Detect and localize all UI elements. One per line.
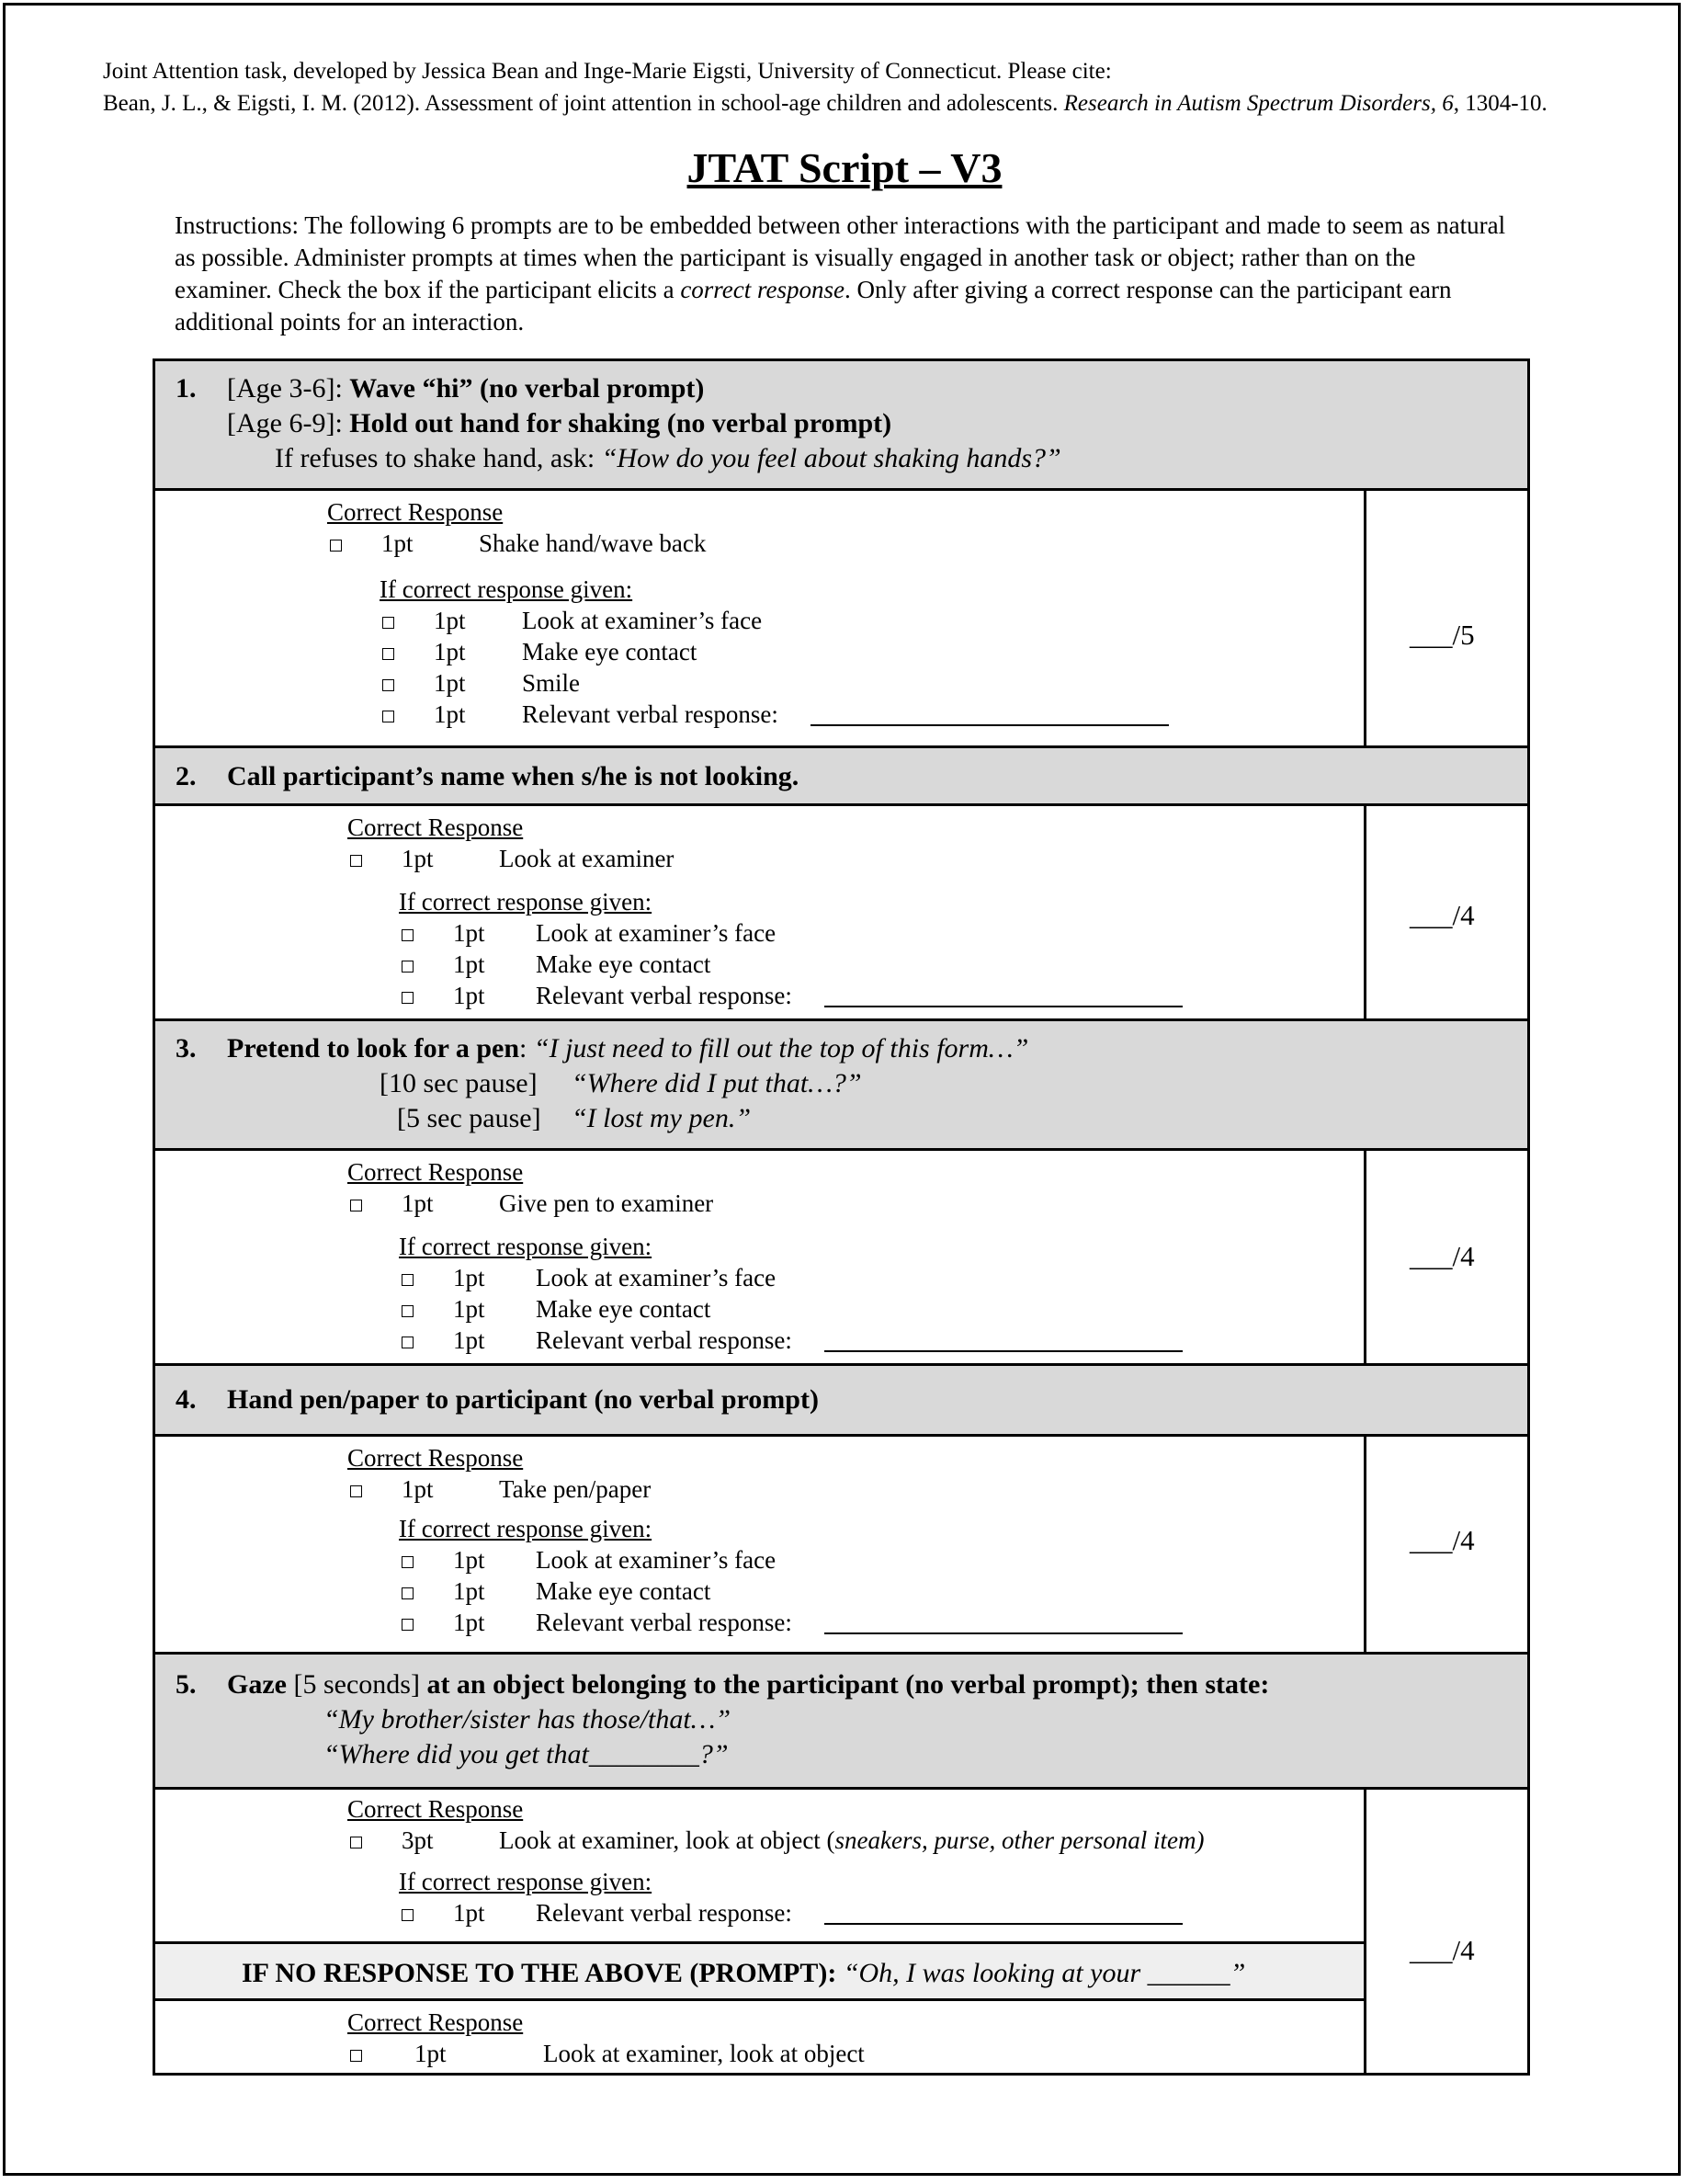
- item-1-score-cell: [1364, 488, 1530, 748]
- checkbox[interactable]: [402, 1556, 414, 1568]
- item-3-verbal: 1pt Relevant verbal response:: [402, 1325, 414, 1357]
- item-5-header: 5. Gaze [5 seconds] at an object belonging to the participant (no verbal prompt); then state: “My brother/sister has those/that…” “Where did you get that________?”: [153, 1652, 1530, 1790]
- item-2-prompt: Call participant’s name when s/he is not looking.: [227, 761, 799, 791]
- item-5-quote-1: “My brother/sister has those/that…”: [323, 1704, 731, 1735]
- correct-response-heading: Correct Response: [327, 498, 504, 526]
- item-3-eye: 1pt Make eye contact: [402, 1293, 414, 1325]
- item-5-prompt: Gaze [5 seconds] at an object belonging to the participant (no verbal prompt); then state:: [227, 1669, 1270, 1700]
- item-5-verbal: 1pt Relevant verbal response:: [402, 1897, 414, 1929]
- item-3-main-response: 1pt Give pen to examiner: [350, 1188, 362, 1220]
- citation-line-1: Joint Attention task, developed by Jessica Bean and Inge-Marie Eigsti, University of Connecticut. Please cite:: [103, 59, 1112, 84]
- item-1-responses: [153, 488, 1366, 748]
- item-5-no-response-responses: [153, 1998, 1366, 2076]
- item-2-header: 2. Call participant’s name when s/he is not looking.: [153, 745, 1530, 806]
- item-4-header: 4. Hand pen/paper to participant (no verbal prompt): [153, 1363, 1530, 1437]
- item-1-refuse-prompt: If refuses to shake hand, ask: “How do you feel about shaking hands?”: [275, 443, 1061, 473]
- if-correct-heading: If correct response given:: [399, 1233, 652, 1260]
- if-correct-heading: If correct response given:: [380, 575, 633, 603]
- correct-response-heading: Correct Response: [347, 813, 524, 841]
- item-1-age-6-9: [Age 6-9]: Hold out hand for shaking (no verbal prompt): [227, 408, 892, 438]
- checkbox[interactable]: [402, 1909, 414, 1921]
- correct-response-heading: Correct Response: [347, 1444, 524, 1472]
- page-title: JTAT Script – V3: [686, 144, 1003, 191]
- item-1-header: 1. [Age 3-6]: Wave “hi” (no verbal prompt) [Age 6-9]: Hold out hand for shaking (no verbal prompt) If refuses to shake hand, ask: “How do you feel about shaking hands?”: [153, 358, 1530, 491]
- checkbox[interactable]: [402, 961, 414, 973]
- item-3-header: 3. Pretend to look for a pen: “I just need to fill out the top of this form…” [10 sec pause] “Where did I put that…?” [5 sec pause] “I lost my pen.”: [153, 1018, 1530, 1151]
- item-3-pause-5: [5 sec pause]: [397, 1103, 541, 1133]
- instructions: Instructions: The following 6 prompts are to be embedded between other interactions with the participant and made to seem as natural as possible. Administer prompts at times when the participant is visually engaged in another task or object; rather than on the examiner. Check the box if the participant elicits a correct response. Only after giving a correct response can the participant earn additional points for an interaction.: [175, 211, 1506, 336]
- item-3-prompt-2: “Where did I put that…?”: [572, 1068, 862, 1098]
- item-4-score-cell: [1364, 1434, 1530, 1655]
- item-2-verbal: 1pt Relevant verbal response:: [402, 980, 414, 1012]
- item-4-score[interactable]: ___/4: [1410, 1524, 1475, 1556]
- item-2-score-cell: [1364, 803, 1530, 1021]
- item-2-face: 1pt Look at examiner’s face: [402, 917, 414, 950]
- item-3-pause-10: [10 sec pause]: [380, 1068, 538, 1098]
- checkbox[interactable]: [402, 1305, 414, 1317]
- citation-line-2: [103, 87, 1547, 119]
- item-1-age-3-6: [Age 3-6]: Wave “hi” (no verbal prompt): [227, 373, 705, 404]
- citation-pages: , 1304-10.: [1453, 91, 1547, 116]
- item-4-face: 1pt Look at examiner’s face: [402, 1544, 414, 1576]
- item-3-prompt-3: “I lost my pen.”: [572, 1103, 751, 1133]
- item-1-verbal: 1pt Relevant verbal response:: [382, 699, 394, 731]
- checkbox[interactable]: [330, 540, 342, 552]
- if-correct-heading: If correct response given:: [399, 888, 652, 916]
- item-3-prompt-1: Pretend to look for a pen: “I just need to fill out the top of this form…”: [227, 1033, 1029, 1064]
- item-2-eye: 1pt Make eye contact: [402, 949, 414, 981]
- item-1-eye: 1pt Make eye contact: [382, 636, 394, 668]
- if-correct-heading: If correct response given:: [399, 1515, 652, 1542]
- if-correct-heading: If correct response given:: [399, 1868, 652, 1895]
- verbal-response-blank[interactable]: [824, 1632, 1183, 1634]
- verbal-response-blank[interactable]: [824, 1006, 1183, 1007]
- checkbox[interactable]: [402, 1619, 414, 1631]
- correct-response-heading: Correct Response: [347, 2008, 524, 2036]
- item-2-main-response: 1pt Look at examiner: [350, 843, 362, 875]
- item-4-responses: [153, 1434, 1366, 1655]
- citation-authors: Bean, J. L., & Eigsti, I. M. (2012). Assessment of joint attention in school-age children and adolescents.: [103, 91, 1064, 116]
- item-1-smile: 1pt Smile: [382, 667, 394, 700]
- item-3-responses: [153, 1148, 1366, 1366]
- checkbox[interactable]: [402, 1587, 414, 1599]
- checkbox[interactable]: [402, 1337, 414, 1348]
- item-4-main-response: 1pt Take pen/paper: [350, 1473, 362, 1506]
- checkbox[interactable]: [382, 648, 394, 660]
- item-2-responses: [153, 803, 1366, 1021]
- item-1-main-response: 1pt Shake hand/wave back: [330, 528, 342, 560]
- item-3-score[interactable]: ___/4: [1410, 1240, 1475, 1272]
- item-4-prompt: Hand pen/paper to participant (no verbal prompt): [227, 1384, 819, 1415]
- item-3-score-cell: [1364, 1148, 1530, 1366]
- verbal-response-blank[interactable]: [824, 1350, 1183, 1352]
- verbal-response-blank[interactable]: [810, 724, 1169, 726]
- item-1-score[interactable]: ___/5: [1410, 619, 1475, 651]
- checkbox[interactable]: [382, 679, 394, 691]
- checkbox[interactable]: [350, 1837, 362, 1848]
- checkbox[interactable]: [382, 711, 394, 722]
- item-2-score[interactable]: ___/4: [1410, 899, 1475, 931]
- checkbox[interactable]: [350, 1200, 362, 1211]
- citation-journal: Research in Autism Spectrum Disorders, 6: [1063, 91, 1454, 116]
- item-5-quote-2: “Where did you get that________?”: [323, 1739, 729, 1769]
- item-4-verbal: 1pt Relevant verbal response:: [402, 1607, 414, 1639]
- correct-response-heading: Correct Response: [347, 1158, 524, 1186]
- verbal-response-blank[interactable]: [824, 1923, 1183, 1925]
- checkbox[interactable]: [382, 617, 394, 629]
- item-1-face: 1pt Look at examiner’s face: [382, 605, 394, 637]
- checkbox[interactable]: [402, 1274, 414, 1286]
- item-5-score[interactable]: ___/4: [1410, 1934, 1475, 1966]
- correct-response-heading: Correct Response: [347, 1795, 524, 1823]
- checkbox[interactable]: [350, 2050, 362, 2062]
- checkbox[interactable]: [402, 929, 414, 941]
- item-5-no-response-prompt: IF NO RESPONSE TO THE ABOVE (PROMPT): “Oh, I was looking at your ______”: [153, 1941, 1366, 2001]
- checkbox[interactable]: [402, 992, 414, 1004]
- item-5-prompted-response: 1pt Look at examiner, look at object: [350, 2038, 362, 2070]
- checkbox[interactable]: [350, 1485, 362, 1497]
- item-5-score-cell: [1364, 1787, 1530, 2076]
- checkbox[interactable]: [350, 855, 362, 867]
- item-3-face: 1pt Look at examiner’s face: [402, 1262, 414, 1294]
- item-5-main-response: 3pt Look at examiner, look at object (sneakers, purse, other personal item): [350, 1825, 362, 1857]
- item-5-responses: [153, 1787, 1366, 1944]
- citation: [103, 55, 1547, 119]
- item-4-eye: 1pt Make eye contact: [402, 1575, 414, 1608]
